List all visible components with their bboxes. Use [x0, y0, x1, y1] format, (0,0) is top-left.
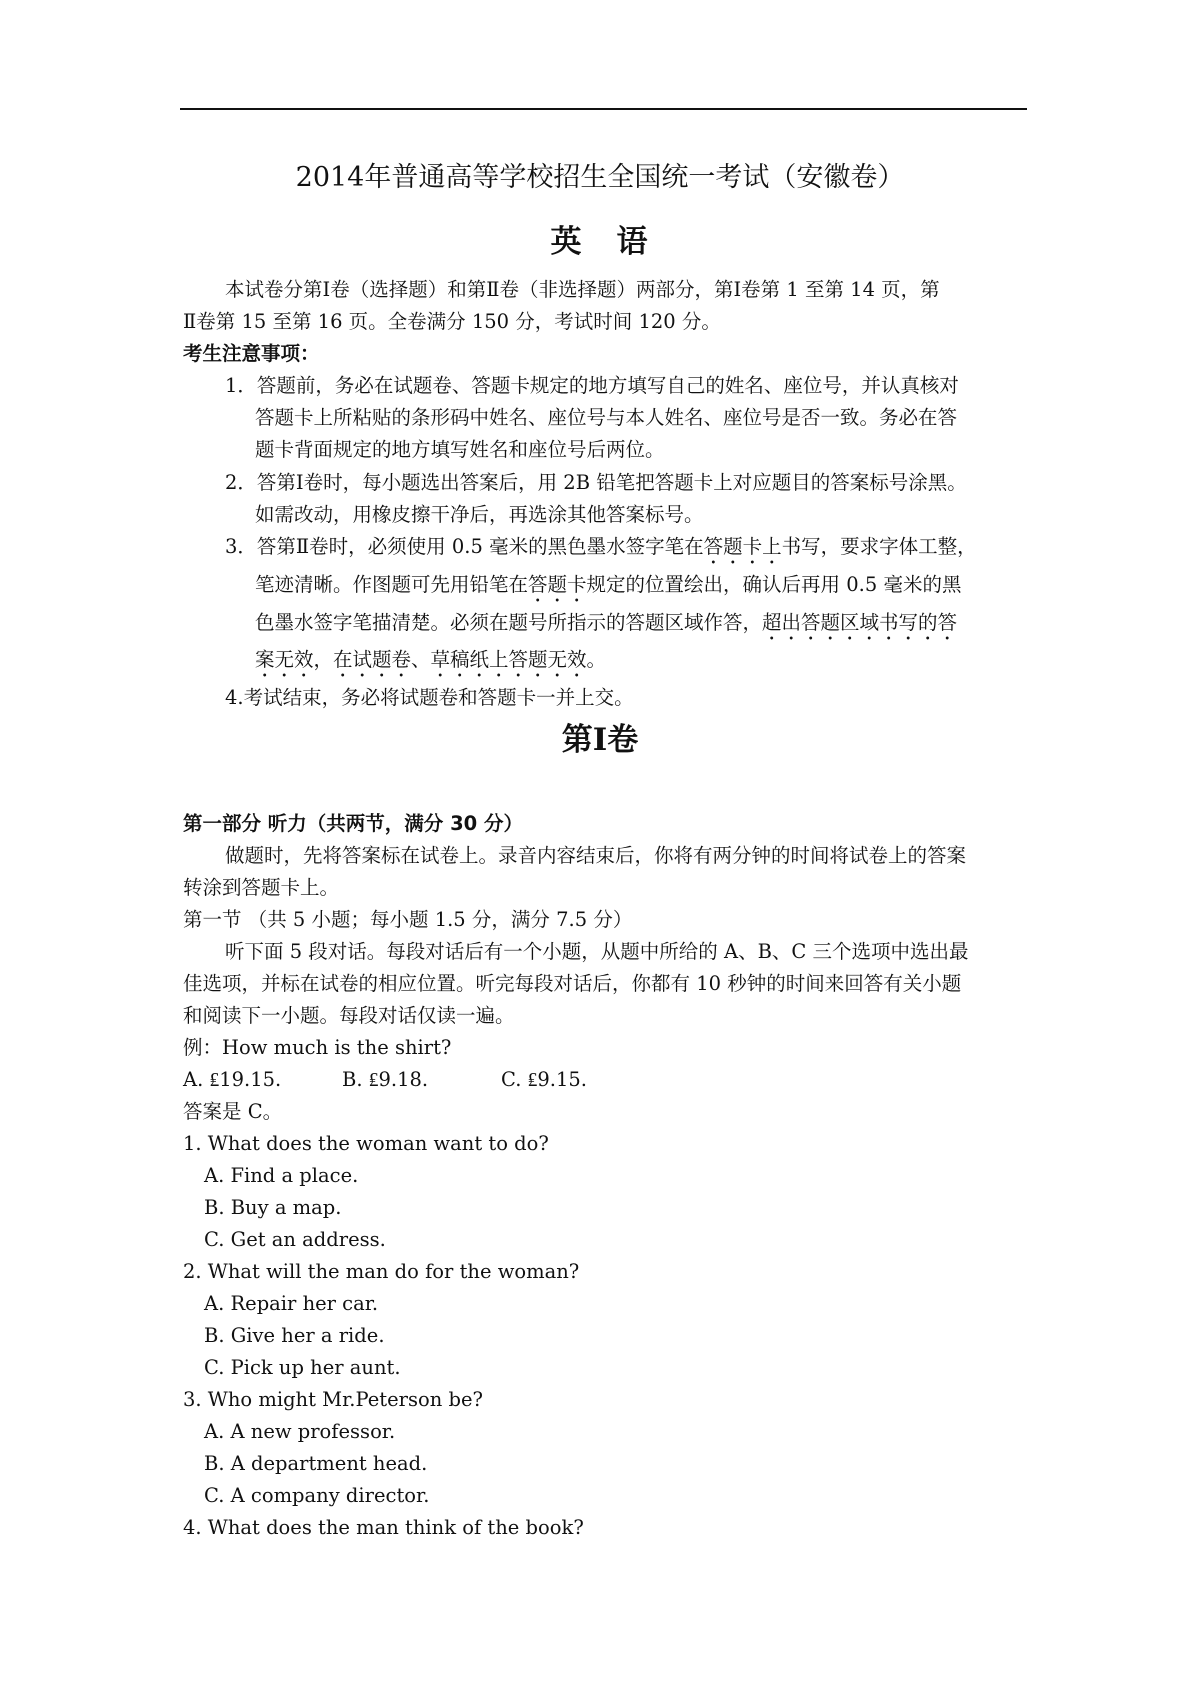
notice-item-3-line-4-text-b: 。	[586, 648, 607, 671]
question-1-stem: 1. What does the woman want to do?	[183, 1132, 549, 1155]
notice-item-3-line-2-text-a: 笔迹清晰。作图题可先用铅笔在	[255, 573, 529, 596]
question-4-stem: 4. What does the man think of the book?	[183, 1516, 584, 1539]
question-1-option-c: C. Get an address.	[204, 1228, 386, 1251]
question-2-stem: 2. What will the man do for the woman?	[183, 1260, 580, 1283]
part-1-instruction-line-1: 做题时，先将答案标在试卷上。录音内容结束后，你将有两分钟的时间将试卷上的答案	[225, 844, 967, 867]
notice-item-2-line-2: 如需改动，用橡皮擦干净后，再选涂其他答案标号。	[255, 503, 704, 526]
example-question: 例：How much is the shirt?	[183, 1036, 452, 1059]
question-2-option-b: B. Give her a ride.	[204, 1324, 385, 1347]
question-1-option-a: A. Find a place.	[204, 1164, 359, 1187]
section-1-instruction-line-3: 和阅读下一小题。每段对话仅读一遍。	[183, 1004, 515, 1027]
notice-item-3-emphasis-invalid: 案无效，在试题卷、草稿纸上答题无效	[255, 648, 587, 671]
subject-title: 英 语	[550, 224, 650, 260]
example-option-a: A. ₤19.15.	[183, 1068, 282, 1091]
notice-item-3-line-3	[255, 609, 957, 645]
question-2-option-c: C. Pick up her aunt.	[204, 1356, 401, 1379]
notice-item-1-line-2: 答题卡上所粘贴的条形码中姓名、座位号与本人姓名、座位号是否一致。务必在答	[255, 406, 958, 429]
exam-title: 2014年普通高等学校招生全国统一考试（安徽卷）	[295, 162, 905, 193]
notice-item-3-emphasis-answer-card: 答题卡上	[703, 535, 782, 558]
notice-item-3-line-3-text-a: 色墨水签字笔描清楚。必须在题号所指示的答题区域作答，	[255, 611, 763, 634]
part-1-heading: 第一部分 听力（共两节，满分 30 分）	[183, 812, 524, 835]
notice-item-3-line-1	[225, 533, 977, 569]
notice-item-1-line-1: 1．答题前，务必在试题卷、答题卡规定的地方填写自己的姓名、座位号，并认真核对	[225, 374, 959, 397]
section-1-instruction-line-1: 听下面 5 段对话。每段对话后有一个小题，从题中所给的 A、B、C 三个选项中选出最	[225, 940, 969, 963]
intro-line-2: Ⅱ卷第 15 至第 16 页。全卷满分 150 分，考试时间 120 分。	[183, 310, 721, 333]
notice-item-3-line-4	[255, 646, 606, 682]
question-3-option-c: C. A company director.	[204, 1484, 430, 1507]
notice-item-3-line-1-text-a: 3．答第Ⅱ卷时，必须使用 0.5 毫米的黑色墨水签字笔在	[225, 535, 704, 558]
notice-item-3-line-1-text-c: 书写，要求字体工整，	[781, 535, 977, 558]
part-1-instruction-line-2: 转涂到答题卡上。	[183, 876, 340, 899]
notice-heading: 考生注意事项：	[183, 342, 320, 365]
notice-item-3-emphasis-card: 答题卡	[528, 573, 587, 596]
question-3-option-a: A. A new professor.	[204, 1420, 396, 1443]
question-1-option-b: B. Buy a map.	[204, 1196, 342, 1219]
question-3-option-b: B. A department head.	[204, 1452, 428, 1475]
notice-item-4: 4.考试结束，务必将试题卷和答题卡一并上交。	[225, 686, 634, 709]
intro-line-1: 本试卷分第Ⅰ卷（选择题）和第Ⅱ卷（非选择题）两部分，第Ⅰ卷第 1 至第 14 页，第	[225, 278, 940, 301]
notice-item-1-line-3: 题卡背面规定的地方填写姓名和座位号后两位。	[255, 438, 665, 461]
notice-item-3-line-2	[255, 571, 961, 607]
question-2-option-a: A. Repair her car.	[204, 1292, 379, 1315]
question-3-stem: 3. Who might Mr.Peterson be?	[183, 1388, 483, 1411]
section-1-heading: 第一节 （共 5 小题；每小题 1.5 分，满分 7.5 分）	[183, 908, 633, 931]
header-rule	[180, 108, 1027, 110]
notice-item-2-line-1: 2．答第Ⅰ卷时，每小题选出答案后，用 2B 铅笔把答题卡上对应题目的答案标号涂黑。	[225, 471, 967, 494]
example-answer: 答案是 C。	[183, 1100, 283, 1123]
example-option-c: C. ₤9.15.	[501, 1068, 587, 1091]
volume-1-title: 第Ⅰ卷	[561, 722, 639, 758]
section-1-instruction-line-2: 佳选项，并标在试卷的相应位置。听完每段对话后，你都有 10 秒钟的时间来回答有关小题	[183, 972, 962, 995]
notice-item-3-line-2-text-c: 规定的位置绘出，确认后再用 0.5 毫米的黑	[586, 573, 962, 596]
notice-item-3-emphasis-outside-area: 超出答题区域书写的答	[762, 611, 958, 634]
example-option-b: B. ₤9.18.	[342, 1068, 429, 1091]
